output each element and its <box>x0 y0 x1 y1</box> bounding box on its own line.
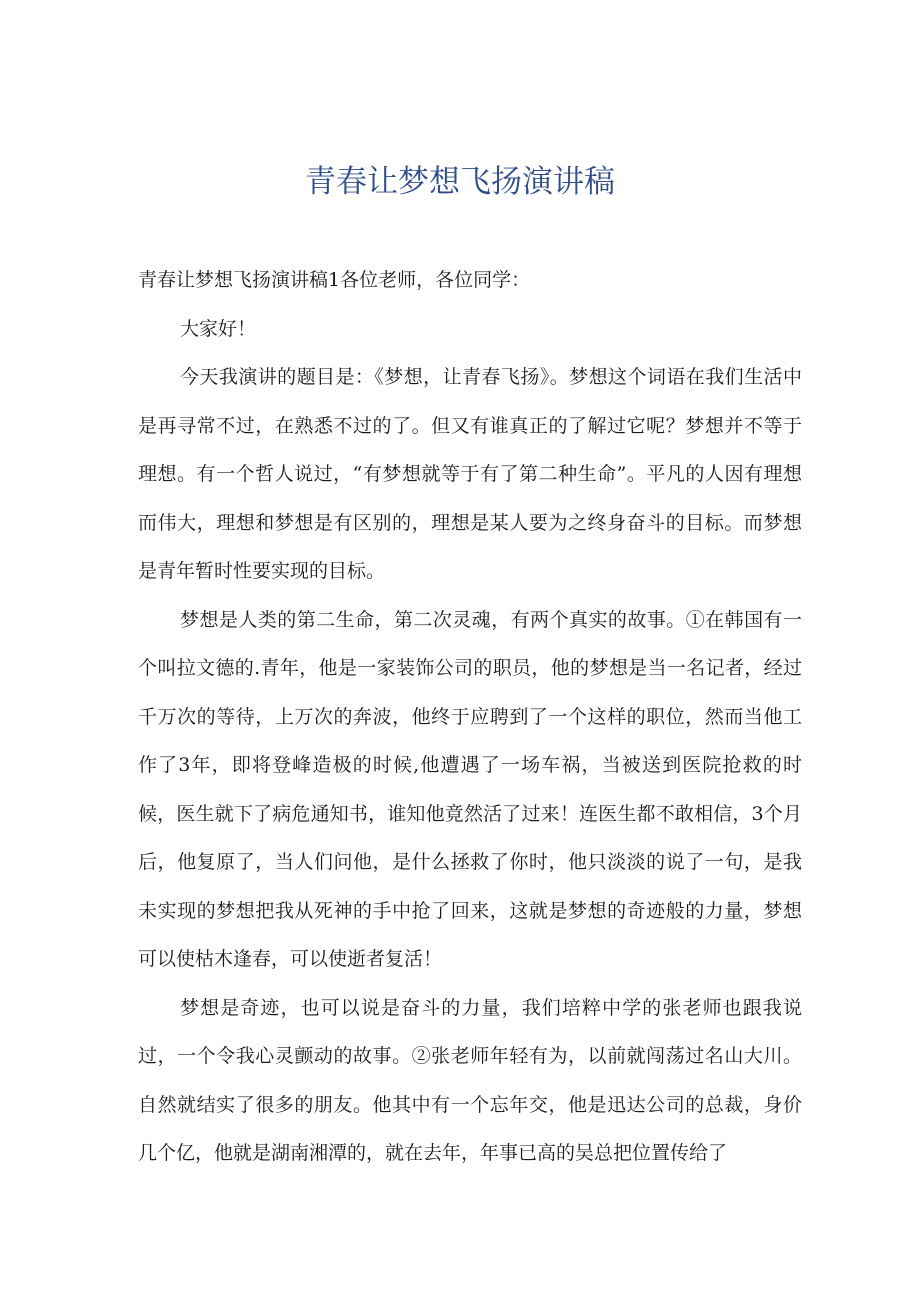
paragraph-greeting: 大家好！ <box>180 317 257 340</box>
paragraph-story-one: 梦想是人类的第二生命，第二次灵魂，有两个真实的故事。①在韩国有一个叫拉文德的.青年，他是一家装饰公司的职员，他的梦想是当一名记者，经过千万次的等待，上万次的奔波，他终于应聘到了一个这样的职位，然而当他工作了3年，即将登峰造极的时候,他遭遇了一场车祸，当被送到医院抢救的时候，医生就下了病危通知书，谁知他竟然活了过来！连医生都不敢相信，3个月后，他复原了，当人们问他，是什么拯救了你时，他只淡淡的说了一句，是我未实现的梦想把我从死神的手中抢了回来，这就是梦想的奇迹般的力量，梦想可以使枯木逢春，可以使逝者复活！ <box>138 608 802 970</box>
document-title: 青春让梦想飞扬演讲稿 <box>305 164 615 200</box>
document-body <box>138 256 802 1178</box>
paragraph-opening: 青春让梦想飞扬演讲稿1各位老师，各位同学： <box>138 269 531 291</box>
paragraph-topic: 今天我演讲的题目是：《梦想，让青春飞扬》。梦想这个词语在我们生活中是再寻常不过，在熟悉不过的了。但又有谁真正的了解过它呢？梦想并不等于理想。有一个哲人说过，“有梦想就等于有了第二种生命”。平凡的人因有理想而伟大，理想和梦想是有区别的，理想是某人要为之终身奋斗的目标。而梦想是青年暂时性要实现的目标。 <box>138 366 802 582</box>
paragraph-story-two: 梦想是奇迹，也可以说是奋斗的力量，我们培粹中学的张老师也跟我说过，一个令我心灵颤动的故事。②张老师年轻有为，以前就闯荡过名山大川。自然就结实了很多的朋友。他其中有一个忘年交，他是迅达公司的总裁，身价几个亿，他就是湖南湘潭的，就在去年，年事已高的吴总把位置传给了 <box>138 996 802 1164</box>
